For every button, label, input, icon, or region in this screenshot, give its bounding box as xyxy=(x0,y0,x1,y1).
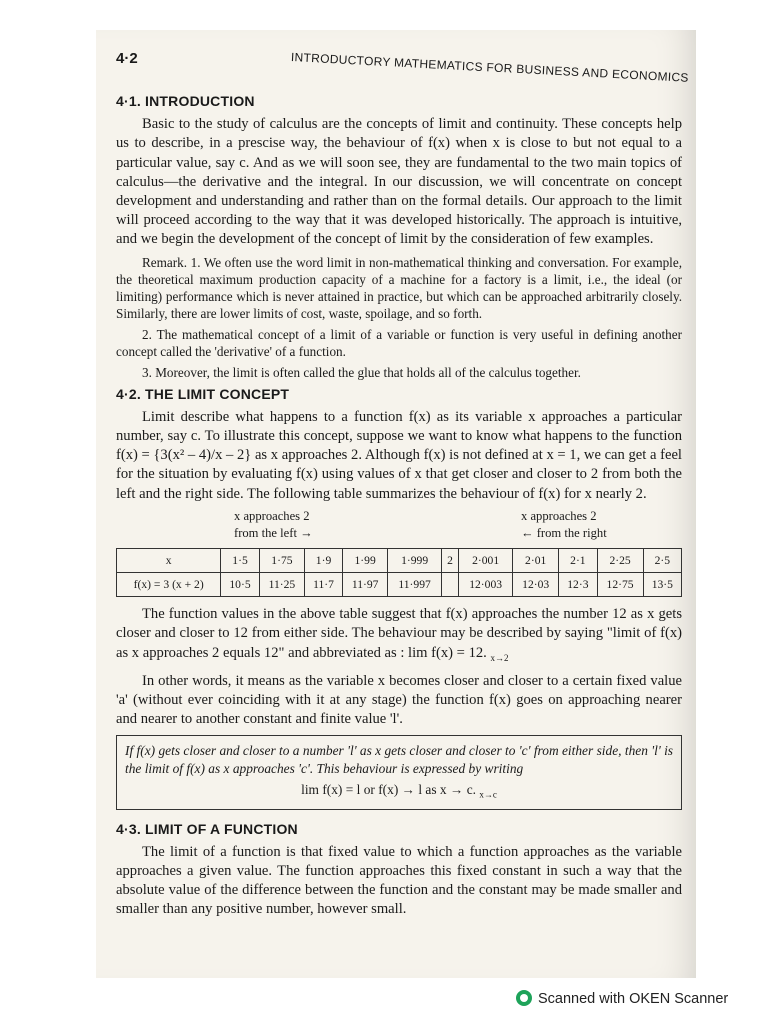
table-header-labels xyxy=(116,508,682,546)
running-title: INTRODUCTORY MATHEMATICS FOR BUSINESS AND ECONOMICS xyxy=(290,50,690,85)
section-heading-introduction: 4·1. INTRODUCTION xyxy=(116,93,255,109)
limit-of-function-paragraph: The limit of a function is that fixed value to which a function approaches as the variable approaches a given value. The function approaches this fixed constant in such a way that the absolute value of the difference between the function and the constant may be made smaller and smaller than any positive number, however small. xyxy=(116,843,682,918)
right-approach-label: x approaches 2 ← from the right xyxy=(521,508,607,540)
table-cell: 2·25 xyxy=(597,548,643,572)
page-number: 4·2 xyxy=(116,50,138,67)
table-cell: 2·5 xyxy=(643,548,681,572)
table-cell: 11·97 xyxy=(342,573,388,597)
limit-concept-paragraph: Limit describe what happens to a function f(x) as its variable x approaches a particular number, say c. To illustrate this concept, suppose we want to know what happens to the function f(x) = {3(x² – 4)/x – 2} as x approaches 2. Although f(x) is not defined at x = 1, we can get a feel for the situation by evaluating f(x) using values of x that get closer and closer to 2 from both the left and the right side. The following table summarizes the behaviour of f(x) for x nearly 2. xyxy=(116,408,682,502)
scanner-logo-icon xyxy=(516,990,532,1006)
page-content xyxy=(116,88,682,924)
table-cell: 1·999 xyxy=(388,548,441,572)
left-approach-label: x approaches 2 from the left → xyxy=(234,508,313,540)
table-cell: x xyxy=(117,548,221,572)
intro-paragraph: Basic to the study of calculus are the concepts of limit and continuity. These concepts help us to describe, in a prescise way, the behaviour of f(x) when x is close to but not equal to a particular value, say c. And as we will soon see, they are fundamental to the two main topics of calculus—the derivative and the integral. In our discussion, we will concentrate on concept development and understanding and rather than on the formal details. Our approach to the limit will proceed according to the way that it was developed historically. The approach is intuitive, and we begin the development of the concept of limit by the consideration of few examples. xyxy=(116,116,682,248)
scanner-watermark xyxy=(516,990,728,1007)
table-cell: 1·99 xyxy=(342,548,388,572)
definition-text: If f(x) gets closer and closer to a number 'l' as x gets closer and closer to 'c' from either side, then 'l' is the limit of f(x) as x approaches 'c'. This behaviour is expressed by writing xyxy=(125,743,673,776)
table-cell: f(x) = 3 (x + 2) xyxy=(117,573,221,597)
table-row xyxy=(117,548,682,572)
table-cell: 12·003 xyxy=(459,573,513,597)
section-heading-limit-concept: 4·2. THE LIMIT CONCEPT xyxy=(116,385,290,402)
scanner-text: Scanned with OKEN Scanner xyxy=(538,991,729,1007)
remark-2: 2. The mathematical concept of a limit of a variable or function is very useful in defining another concept called the 'derivative' of a function. xyxy=(116,326,682,359)
running-header xyxy=(116,50,690,85)
remark-1: Remark. 1. We often use the word limit in non-mathematical thinking and conversation. For example, the theoretical maximum production capacity of a machine for a factory is a limit, i.e., the ideal (or limiting) performance which is never attained in practice, but which can be approached arbitrarily closely. Similarly, there are lower limits of cost, waste, spoilage, and so forth. xyxy=(116,254,682,321)
table-cell: 12·3 xyxy=(559,573,597,597)
table-row xyxy=(117,573,682,597)
table-cell: 12·03 xyxy=(513,573,559,597)
table-cell: 1·9 xyxy=(305,548,343,572)
table-cell: 11·7 xyxy=(305,573,343,597)
book-page xyxy=(96,30,696,978)
table-cell: 10·5 xyxy=(221,573,259,597)
table-cell: 2·001 xyxy=(459,548,513,572)
limit-subscript: x→2 xyxy=(490,652,509,663)
table-cell: 13·5 xyxy=(643,573,681,597)
table-cell: 1·75 xyxy=(259,548,305,572)
section-heading-limit-of-function: 4·3. LIMIT OF A FUNCTION xyxy=(116,820,298,837)
values-table xyxy=(116,548,682,597)
definition-formula: lim f(x) = l or f(x) → l as x → c. $_{x\to c}$ xyxy=(301,782,497,801)
table-cell: 1·5 xyxy=(221,548,259,572)
table-cell: 11·997 xyxy=(388,573,441,597)
table-cell: 12·75 xyxy=(597,573,643,597)
table-cell: 11·25 xyxy=(259,573,305,597)
table-cell: 2·1 xyxy=(559,548,597,572)
remark-3: 3. Moreover, the limit is often called the glue that holds all of the calculus together. xyxy=(142,364,581,380)
limit-definition-box xyxy=(116,735,682,809)
table-cell: 2 xyxy=(441,548,458,572)
table-cell xyxy=(441,573,458,597)
table-interpretation-paragraph: The function values in the above table suggest that f(x) approaches the number 12 as x gets closer and closer to 12 from either side. The behaviour may be described by saying "limit of f(x) as x approaches 2 equals 12" and abbreviated as : lim f(x) = 12. $_{x\to 2}$ xyxy=(116,606,682,663)
table-cell: 2·01 xyxy=(513,548,559,572)
other-words-paragraph: In other words, it means as the variable x becomes closer and closer to a certain fixed value 'a' (without ever coinciding with it at any stage) the function f(x) goes on approaching nearer and nearer to another constant and finite value 'l'. xyxy=(116,672,682,728)
